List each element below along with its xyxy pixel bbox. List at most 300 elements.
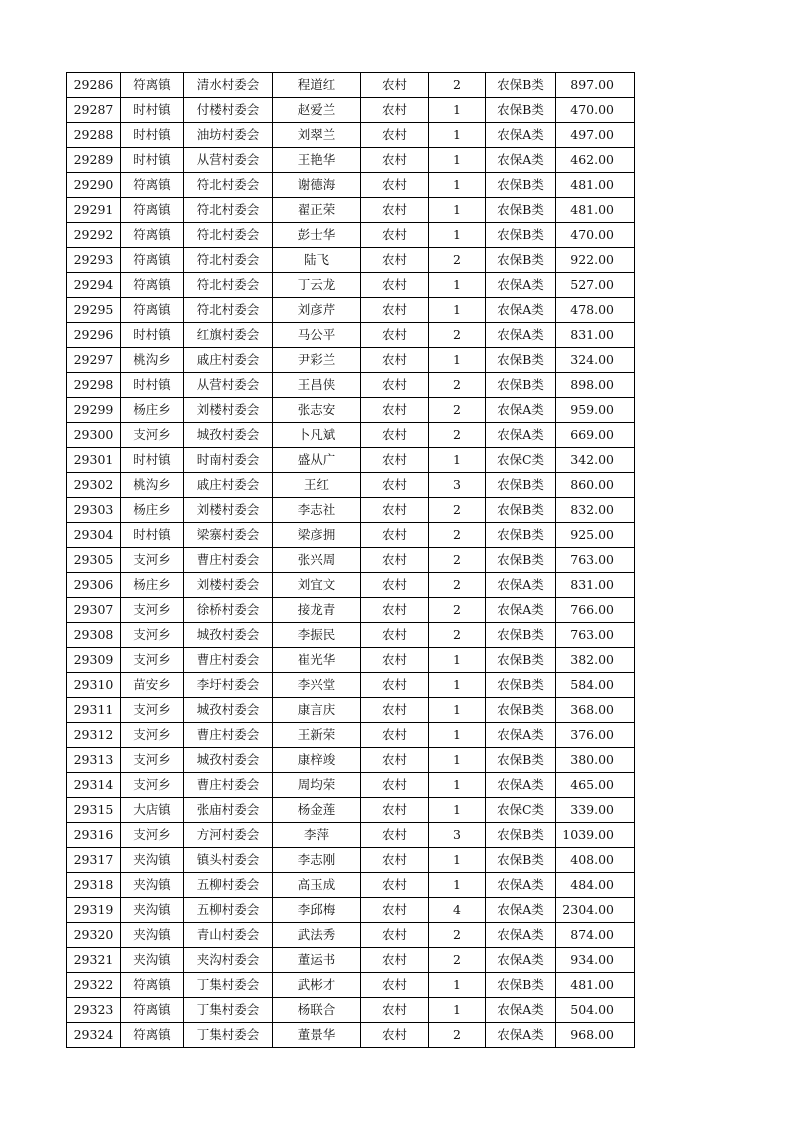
amount-cell: 481.00 bbox=[556, 173, 635, 198]
name-cell: 崔光华 bbox=[273, 648, 361, 673]
record-id-cell: 29299 bbox=[67, 398, 121, 423]
category-cell: 农保A类 bbox=[486, 923, 556, 948]
name-cell: 盛从广 bbox=[273, 448, 361, 473]
member-count-cell: 3 bbox=[429, 823, 486, 848]
name-cell: 卜凡斌 bbox=[273, 423, 361, 448]
table-row bbox=[67, 648, 635, 673]
member-count-cell: 2 bbox=[429, 498, 486, 523]
amount-cell: 831.00 bbox=[556, 573, 635, 598]
village-committee-cell: 五柳村委会 bbox=[184, 873, 273, 898]
name-cell: 李志社 bbox=[273, 498, 361, 523]
village-committee-cell: 徐桥村委会 bbox=[184, 598, 273, 623]
member-count-cell: 2 bbox=[429, 598, 486, 623]
town-cell: 符离镇 bbox=[121, 198, 184, 223]
records-table bbox=[66, 72, 635, 1048]
table-row bbox=[67, 1023, 635, 1048]
member-count-cell: 3 bbox=[429, 473, 486, 498]
household-type-cell: 农村 bbox=[361, 448, 429, 473]
table-row bbox=[67, 598, 635, 623]
town-cell: 符离镇 bbox=[121, 248, 184, 273]
household-type-cell: 农村 bbox=[361, 848, 429, 873]
village-committee-cell: 丁集村委会 bbox=[184, 998, 273, 1023]
amount-cell: 339.00 bbox=[556, 798, 635, 823]
household-type-cell: 农村 bbox=[361, 323, 429, 348]
village-committee-cell: 镇头村委会 bbox=[184, 848, 273, 873]
amount-cell: 898.00 bbox=[556, 373, 635, 398]
member-count-cell: 1 bbox=[429, 298, 486, 323]
village-committee-cell: 红旗村委会 bbox=[184, 323, 273, 348]
name-cell: 接龙青 bbox=[273, 598, 361, 623]
table-row bbox=[67, 198, 635, 223]
record-id-cell: 29323 bbox=[67, 998, 121, 1023]
member-count-cell: 1 bbox=[429, 723, 486, 748]
category-cell: 农保B类 bbox=[486, 523, 556, 548]
record-id-cell: 29296 bbox=[67, 323, 121, 348]
household-type-cell: 农村 bbox=[361, 898, 429, 923]
household-type-cell: 农村 bbox=[361, 248, 429, 273]
category-cell: 农保B类 bbox=[486, 698, 556, 723]
village-committee-cell: 丁集村委会 bbox=[184, 1023, 273, 1048]
member-count-cell: 1 bbox=[429, 973, 486, 998]
category-cell: 农保B类 bbox=[486, 973, 556, 998]
amount-cell: 481.00 bbox=[556, 198, 635, 223]
record-id-cell: 29303 bbox=[67, 498, 121, 523]
category-cell: 农保A类 bbox=[486, 423, 556, 448]
household-type-cell: 农村 bbox=[361, 948, 429, 973]
member-count-cell: 2 bbox=[429, 523, 486, 548]
amount-cell: 504.00 bbox=[556, 998, 635, 1023]
category-cell: 农保A类 bbox=[486, 123, 556, 148]
record-id-cell: 29290 bbox=[67, 173, 121, 198]
town-cell: 苗安乡 bbox=[121, 673, 184, 698]
member-count-cell: 1 bbox=[429, 698, 486, 723]
town-cell: 支河乡 bbox=[121, 748, 184, 773]
record-id-cell: 29313 bbox=[67, 748, 121, 773]
village-committee-cell: 刘楼村委会 bbox=[184, 573, 273, 598]
village-committee-cell: 城孜村委会 bbox=[184, 748, 273, 773]
name-cell: 刘宜文 bbox=[273, 573, 361, 598]
record-id-cell: 29297 bbox=[67, 348, 121, 373]
table-row bbox=[67, 298, 635, 323]
record-id-cell: 29300 bbox=[67, 423, 121, 448]
member-count-cell: 1 bbox=[429, 448, 486, 473]
town-cell: 夹沟镇 bbox=[121, 848, 184, 873]
town-cell: 支河乡 bbox=[121, 648, 184, 673]
name-cell: 丁云龙 bbox=[273, 273, 361, 298]
record-id-cell: 29315 bbox=[67, 798, 121, 823]
record-id-cell: 29289 bbox=[67, 148, 121, 173]
record-id-cell: 29305 bbox=[67, 548, 121, 573]
category-cell: 农保B类 bbox=[486, 748, 556, 773]
amount-cell: 324.00 bbox=[556, 348, 635, 373]
category-cell: 农保A类 bbox=[486, 398, 556, 423]
household-type-cell: 农村 bbox=[361, 823, 429, 848]
record-id-cell: 29304 bbox=[67, 523, 121, 548]
member-count-cell: 1 bbox=[429, 198, 486, 223]
category-cell: 农保A类 bbox=[486, 1023, 556, 1048]
amount-cell: 584.00 bbox=[556, 673, 635, 698]
record-id-cell: 29292 bbox=[67, 223, 121, 248]
name-cell: 李兴堂 bbox=[273, 673, 361, 698]
table-row bbox=[67, 448, 635, 473]
village-committee-cell: 城孜村委会 bbox=[184, 423, 273, 448]
member-count-cell: 1 bbox=[429, 98, 486, 123]
village-committee-cell: 五柳村委会 bbox=[184, 898, 273, 923]
member-count-cell: 1 bbox=[429, 798, 486, 823]
town-cell: 杨庄乡 bbox=[121, 573, 184, 598]
name-cell: 李志刚 bbox=[273, 848, 361, 873]
category-cell: 农保B类 bbox=[486, 673, 556, 698]
household-type-cell: 农村 bbox=[361, 373, 429, 398]
village-committee-cell: 符北村委会 bbox=[184, 273, 273, 298]
village-committee-cell: 青山村委会 bbox=[184, 923, 273, 948]
name-cell: 王新荣 bbox=[273, 723, 361, 748]
town-cell: 支河乡 bbox=[121, 823, 184, 848]
village-committee-cell: 符北村委会 bbox=[184, 173, 273, 198]
town-cell: 符离镇 bbox=[121, 298, 184, 323]
member-count-cell: 1 bbox=[429, 848, 486, 873]
household-type-cell: 农村 bbox=[361, 923, 429, 948]
town-cell: 符离镇 bbox=[121, 998, 184, 1023]
town-cell: 时村镇 bbox=[121, 148, 184, 173]
amount-cell: 763.00 bbox=[556, 548, 635, 573]
amount-cell: 470.00 bbox=[556, 223, 635, 248]
town-cell: 符离镇 bbox=[121, 73, 184, 98]
household-type-cell: 农村 bbox=[361, 723, 429, 748]
village-committee-cell: 从营村委会 bbox=[184, 373, 273, 398]
member-count-cell: 2 bbox=[429, 623, 486, 648]
category-cell: 农保B类 bbox=[486, 623, 556, 648]
name-cell: 彭士华 bbox=[273, 223, 361, 248]
record-id-cell: 29298 bbox=[67, 373, 121, 398]
town-cell: 符离镇 bbox=[121, 1023, 184, 1048]
table-row bbox=[67, 148, 635, 173]
village-committee-cell: 刘楼村委会 bbox=[184, 498, 273, 523]
amount-cell: 462.00 bbox=[556, 148, 635, 173]
record-id-cell: 29314 bbox=[67, 773, 121, 798]
village-committee-cell: 符北村委会 bbox=[184, 298, 273, 323]
amount-cell: 925.00 bbox=[556, 523, 635, 548]
household-type-cell: 农村 bbox=[361, 548, 429, 573]
member-count-cell: 1 bbox=[429, 673, 486, 698]
town-cell: 支河乡 bbox=[121, 698, 184, 723]
record-id-cell: 29309 bbox=[67, 648, 121, 673]
member-count-cell: 1 bbox=[429, 773, 486, 798]
table-row bbox=[67, 473, 635, 498]
record-id-cell: 29324 bbox=[67, 1023, 121, 1048]
household-type-cell: 农村 bbox=[361, 648, 429, 673]
name-cell: 程道红 bbox=[273, 73, 361, 98]
name-cell: 张兴周 bbox=[273, 548, 361, 573]
town-cell: 桃沟乡 bbox=[121, 473, 184, 498]
category-cell: 农保B类 bbox=[486, 223, 556, 248]
table-row bbox=[67, 323, 635, 348]
member-count-cell: 2 bbox=[429, 248, 486, 273]
member-count-cell: 4 bbox=[429, 898, 486, 923]
record-id-cell: 29317 bbox=[67, 848, 121, 873]
category-cell: 农保B类 bbox=[486, 498, 556, 523]
amount-cell: 968.00 bbox=[556, 1023, 635, 1048]
table-row bbox=[67, 98, 635, 123]
amount-cell: 481.00 bbox=[556, 973, 635, 998]
town-cell: 时村镇 bbox=[121, 448, 184, 473]
record-id-cell: 29310 bbox=[67, 673, 121, 698]
table-row bbox=[67, 898, 635, 923]
town-cell: 时村镇 bbox=[121, 523, 184, 548]
name-cell: 康梓竣 bbox=[273, 748, 361, 773]
name-cell: 高玉成 bbox=[273, 873, 361, 898]
amount-cell: 382.00 bbox=[556, 648, 635, 673]
village-committee-cell: 从营村委会 bbox=[184, 148, 273, 173]
name-cell: 刘彦芹 bbox=[273, 298, 361, 323]
amount-cell: 470.00 bbox=[556, 98, 635, 123]
record-id-cell: 29295 bbox=[67, 298, 121, 323]
record-id-cell: 29307 bbox=[67, 598, 121, 623]
household-type-cell: 农村 bbox=[361, 773, 429, 798]
table-row bbox=[67, 773, 635, 798]
table-row bbox=[67, 723, 635, 748]
household-type-cell: 农村 bbox=[361, 148, 429, 173]
table-row bbox=[67, 823, 635, 848]
name-cell: 王艳华 bbox=[273, 148, 361, 173]
town-cell: 时村镇 bbox=[121, 323, 184, 348]
record-id-cell: 29306 bbox=[67, 573, 121, 598]
category-cell: 农保C类 bbox=[486, 798, 556, 823]
member-count-cell: 1 bbox=[429, 648, 486, 673]
member-count-cell: 2 bbox=[429, 323, 486, 348]
amount-cell: 860.00 bbox=[556, 473, 635, 498]
category-cell: 农保B类 bbox=[486, 348, 556, 373]
category-cell: 农保A类 bbox=[486, 873, 556, 898]
member-count-cell: 2 bbox=[429, 373, 486, 398]
town-cell: 符离镇 bbox=[121, 273, 184, 298]
town-cell: 夹沟镇 bbox=[121, 873, 184, 898]
name-cell: 李振民 bbox=[273, 623, 361, 648]
member-count-cell: 1 bbox=[429, 148, 486, 173]
village-committee-cell: 刘楼村委会 bbox=[184, 398, 273, 423]
category-cell: 农保A类 bbox=[486, 898, 556, 923]
town-cell: 夹沟镇 bbox=[121, 923, 184, 948]
category-cell: 农保B类 bbox=[486, 98, 556, 123]
amount-cell: 1039.00 bbox=[556, 823, 635, 848]
amount-cell: 478.00 bbox=[556, 298, 635, 323]
name-cell: 武法秀 bbox=[273, 923, 361, 948]
record-id-cell: 29286 bbox=[67, 73, 121, 98]
table-row bbox=[67, 923, 635, 948]
name-cell: 张志安 bbox=[273, 398, 361, 423]
category-cell: 农保B类 bbox=[486, 198, 556, 223]
town-cell: 支河乡 bbox=[121, 548, 184, 573]
table-row bbox=[67, 848, 635, 873]
table-row bbox=[67, 498, 635, 523]
record-id-cell: 29291 bbox=[67, 198, 121, 223]
record-id-cell: 29318 bbox=[67, 873, 121, 898]
table-row bbox=[67, 273, 635, 298]
member-count-cell: 1 bbox=[429, 123, 486, 148]
table-row bbox=[67, 623, 635, 648]
category-cell: 农保A类 bbox=[486, 773, 556, 798]
village-committee-cell: 曹庄村委会 bbox=[184, 648, 273, 673]
name-cell: 梁彦拥 bbox=[273, 523, 361, 548]
amount-cell: 497.00 bbox=[556, 123, 635, 148]
town-cell: 支河乡 bbox=[121, 423, 184, 448]
household-type-cell: 农村 bbox=[361, 1023, 429, 1048]
table-row bbox=[67, 123, 635, 148]
amount-cell: 766.00 bbox=[556, 598, 635, 623]
category-cell: 农保A类 bbox=[486, 598, 556, 623]
village-committee-cell: 丁集村委会 bbox=[184, 973, 273, 998]
village-committee-cell: 符北村委会 bbox=[184, 248, 273, 273]
record-id-cell: 29321 bbox=[67, 948, 121, 973]
category-cell: 农保A类 bbox=[486, 273, 556, 298]
name-cell: 谢德海 bbox=[273, 173, 361, 198]
household-type-cell: 农村 bbox=[361, 398, 429, 423]
member-count-cell: 1 bbox=[429, 998, 486, 1023]
record-id-cell: 29301 bbox=[67, 448, 121, 473]
household-type-cell: 农村 bbox=[361, 173, 429, 198]
table-row bbox=[67, 573, 635, 598]
amount-cell: 934.00 bbox=[556, 948, 635, 973]
household-type-cell: 农村 bbox=[361, 748, 429, 773]
category-cell: 农保B类 bbox=[486, 848, 556, 873]
household-type-cell: 农村 bbox=[361, 998, 429, 1023]
village-committee-cell: 曹庄村委会 bbox=[184, 723, 273, 748]
category-cell: 农保C类 bbox=[486, 448, 556, 473]
member-count-cell: 2 bbox=[429, 423, 486, 448]
record-id-cell: 29320 bbox=[67, 923, 121, 948]
category-cell: 农保A类 bbox=[486, 323, 556, 348]
household-type-cell: 农村 bbox=[361, 198, 429, 223]
village-committee-cell: 曹庄村委会 bbox=[184, 548, 273, 573]
table-row bbox=[67, 973, 635, 998]
name-cell: 李邱梅 bbox=[273, 898, 361, 923]
member-count-cell: 2 bbox=[429, 398, 486, 423]
village-committee-cell: 李圩村委会 bbox=[184, 673, 273, 698]
table-row bbox=[67, 873, 635, 898]
table-row bbox=[67, 948, 635, 973]
town-cell: 时村镇 bbox=[121, 373, 184, 398]
amount-cell: 342.00 bbox=[556, 448, 635, 473]
table-row bbox=[67, 398, 635, 423]
household-type-cell: 农村 bbox=[361, 698, 429, 723]
village-committee-cell: 戚庄村委会 bbox=[184, 473, 273, 498]
town-cell: 杨庄乡 bbox=[121, 498, 184, 523]
category-cell: 农保A类 bbox=[486, 298, 556, 323]
town-cell: 时村镇 bbox=[121, 123, 184, 148]
record-id-cell: 29319 bbox=[67, 898, 121, 923]
member-count-cell: 1 bbox=[429, 748, 486, 773]
record-id-cell: 29287 bbox=[67, 98, 121, 123]
category-cell: 农保A类 bbox=[486, 148, 556, 173]
amount-cell: 527.00 bbox=[556, 273, 635, 298]
village-committee-cell: 方河村委会 bbox=[184, 823, 273, 848]
household-type-cell: 农村 bbox=[361, 223, 429, 248]
village-committee-cell: 油坊村委会 bbox=[184, 123, 273, 148]
category-cell: 农保B类 bbox=[486, 73, 556, 98]
table-row bbox=[67, 798, 635, 823]
village-committee-cell: 清水村委会 bbox=[184, 73, 273, 98]
household-type-cell: 农村 bbox=[361, 348, 429, 373]
category-cell: 农保B类 bbox=[486, 248, 556, 273]
household-type-cell: 农村 bbox=[361, 598, 429, 623]
household-type-cell: 农村 bbox=[361, 423, 429, 448]
town-cell: 支河乡 bbox=[121, 773, 184, 798]
table-row bbox=[67, 548, 635, 573]
category-cell: 农保A类 bbox=[486, 723, 556, 748]
category-cell: 农保A类 bbox=[486, 573, 556, 598]
table-row bbox=[67, 748, 635, 773]
household-type-cell: 农村 bbox=[361, 623, 429, 648]
town-cell: 支河乡 bbox=[121, 623, 184, 648]
amount-cell: 465.00 bbox=[556, 773, 635, 798]
record-id-cell: 29311 bbox=[67, 698, 121, 723]
town-cell: 符离镇 bbox=[121, 173, 184, 198]
household-type-cell: 农村 bbox=[361, 673, 429, 698]
table-row bbox=[67, 423, 635, 448]
category-cell: 农保A类 bbox=[486, 998, 556, 1023]
household-type-cell: 农村 bbox=[361, 73, 429, 98]
member-count-cell: 1 bbox=[429, 348, 486, 373]
household-type-cell: 农村 bbox=[361, 498, 429, 523]
category-cell: 农保B类 bbox=[486, 173, 556, 198]
household-type-cell: 农村 bbox=[361, 973, 429, 998]
table-row bbox=[67, 73, 635, 98]
village-committee-cell: 时南村委会 bbox=[184, 448, 273, 473]
records-table-body bbox=[67, 73, 635, 1048]
household-type-cell: 农村 bbox=[361, 98, 429, 123]
town-cell: 符离镇 bbox=[121, 223, 184, 248]
town-cell: 符离镇 bbox=[121, 973, 184, 998]
village-committee-cell: 符北村委会 bbox=[184, 198, 273, 223]
name-cell: 尹彩兰 bbox=[273, 348, 361, 373]
category-cell: 农保B类 bbox=[486, 373, 556, 398]
household-type-cell: 农村 bbox=[361, 873, 429, 898]
member-count-cell: 2 bbox=[429, 948, 486, 973]
town-cell: 时村镇 bbox=[121, 98, 184, 123]
category-cell: 农保A类 bbox=[486, 948, 556, 973]
record-id-cell: 29302 bbox=[67, 473, 121, 498]
town-cell: 支河乡 bbox=[121, 598, 184, 623]
village-committee-cell: 夹沟村委会 bbox=[184, 948, 273, 973]
table-row bbox=[67, 248, 635, 273]
amount-cell: 669.00 bbox=[556, 423, 635, 448]
member-count-cell: 2 bbox=[429, 1023, 486, 1048]
name-cell: 杨联合 bbox=[273, 998, 361, 1023]
village-committee-cell: 付楼村委会 bbox=[184, 98, 273, 123]
record-id-cell: 29322 bbox=[67, 973, 121, 998]
household-type-cell: 农村 bbox=[361, 123, 429, 148]
amount-cell: 380.00 bbox=[556, 748, 635, 773]
table-row bbox=[67, 673, 635, 698]
member-count-cell: 1 bbox=[429, 223, 486, 248]
table-row bbox=[67, 348, 635, 373]
name-cell: 翟正荣 bbox=[273, 198, 361, 223]
record-id-cell: 29288 bbox=[67, 123, 121, 148]
table-row bbox=[67, 173, 635, 198]
name-cell: 周均荣 bbox=[273, 773, 361, 798]
name-cell: 杨金莲 bbox=[273, 798, 361, 823]
record-id-cell: 29312 bbox=[67, 723, 121, 748]
village-committee-cell: 城孜村委会 bbox=[184, 698, 273, 723]
town-cell: 大店镇 bbox=[121, 798, 184, 823]
category-cell: 农保B类 bbox=[486, 648, 556, 673]
record-id-cell: 29294 bbox=[67, 273, 121, 298]
member-count-cell: 2 bbox=[429, 548, 486, 573]
amount-cell: 897.00 bbox=[556, 73, 635, 98]
village-committee-cell: 城孜村委会 bbox=[184, 623, 273, 648]
household-type-cell: 农村 bbox=[361, 798, 429, 823]
name-cell: 王红 bbox=[273, 473, 361, 498]
